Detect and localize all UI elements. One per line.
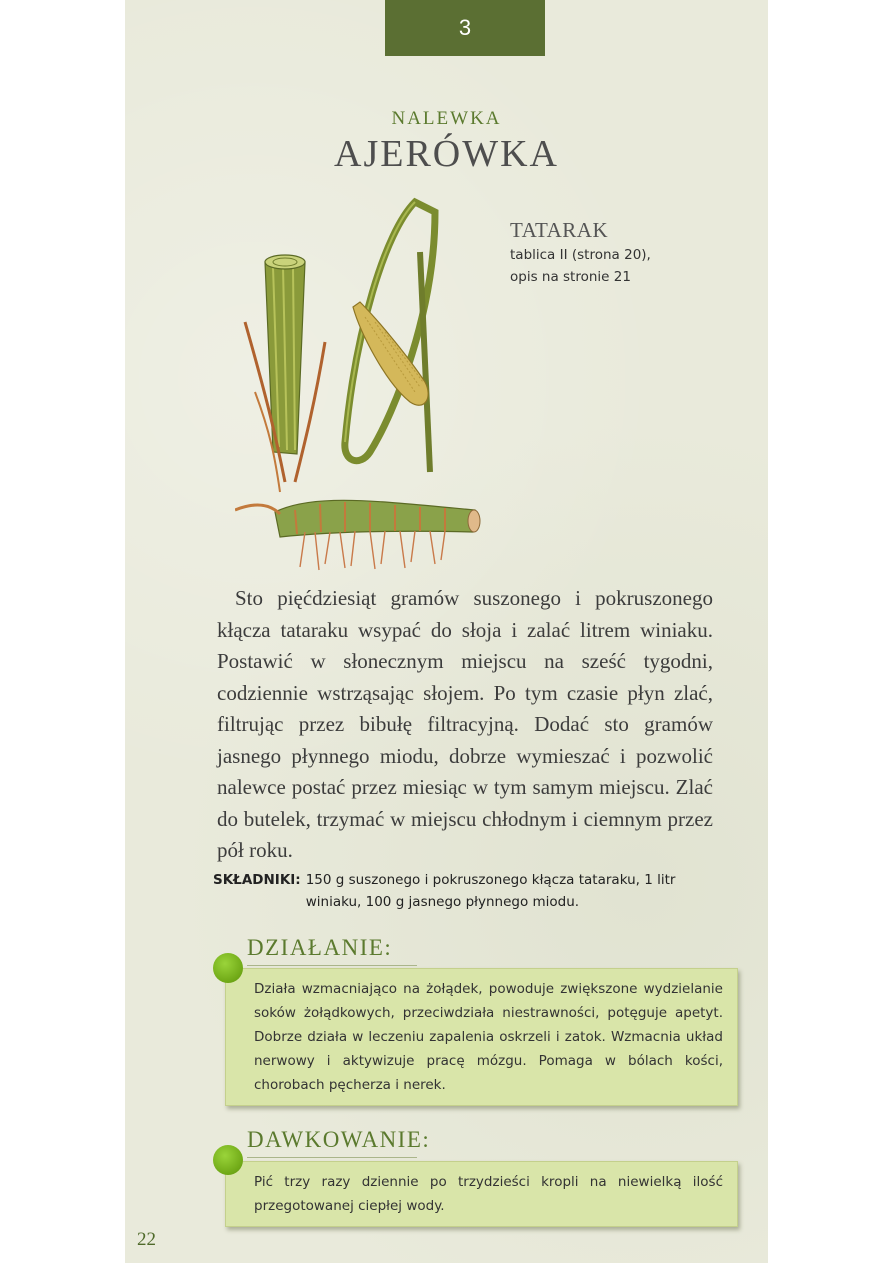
ingredients-text: 150 g suszonego i pokruszonego kłącza tataraku, 1 litr winiaku, 100 g jasnego płynnego miodu. <box>305 872 676 910</box>
book-page <box>125 0 768 1263</box>
recipe-kicker: NALEWKA <box>391 108 502 129</box>
green-bullet-icon <box>213 953 243 983</box>
recipe-instructions: Sto pięćdziesiąt gramów suszonego i pokruszonego kłącza tataraku wsypać do słoja i zalać litrem winiaku. Postawić w słonecznym miejscu na sześć tygodni, codziennie wstrząsając słojem. Po tym czasie płyn zlać, filtrując przez bibułę filtracyjną. Dodać sto gramów jasnego płynnego miodu, dobrze wymieszać i pozwolić nalewce postać przez miesiąc w tym samym miejscu. Zlać do butelek, trzymać w miejscu chłodnym i ciemnym przez pół roku. <box>217 586 713 862</box>
recipe-title: AJERÓWKA <box>334 133 559 175</box>
dosage-box <box>225 1161 738 1227</box>
action-box <box>225 968 738 1106</box>
plant-reference <box>510 244 730 288</box>
green-bullet-icon <box>213 1145 243 1175</box>
calamus-plant-illustration <box>235 192 485 572</box>
dosage-text: Pić trzy razy dziennie po trzydzieści kropli na niewielką ilość przegotowanej ciepłej wody. <box>254 1174 723 1214</box>
ingredients-block <box>213 869 711 913</box>
plant-name: TATARAK <box>510 218 609 242</box>
plant-reference-line: tablica II (strona 20), <box>510 247 651 263</box>
action-heading: DZIAŁANIE: <box>247 935 393 960</box>
plant-reference-line: opis na stronie 21 <box>510 269 631 285</box>
chapter-number-tab <box>385 0 545 56</box>
action-text: Działa wzmacniająco na żołądek, powoduje zwiększone wydzielanie soków żołądkowych, przeciwdziała niestrawności, potęguje apetyt. Dobrze działa w leczeniu zapalenia oskrzeli i zatok. Wzmacnia układ nerwowy i aktywizuje pracę mózgu. Pomaga w bólach kości, chorobach pęcherza i nerek. <box>254 981 723 1093</box>
ingredients-label: SKŁADNIKI: <box>213 872 301 888</box>
page-number: 22 <box>137 1229 156 1250</box>
chapter-number: 3 <box>458 15 472 40</box>
dosage-heading: DAWKOWANIE: <box>247 1127 431 1152</box>
